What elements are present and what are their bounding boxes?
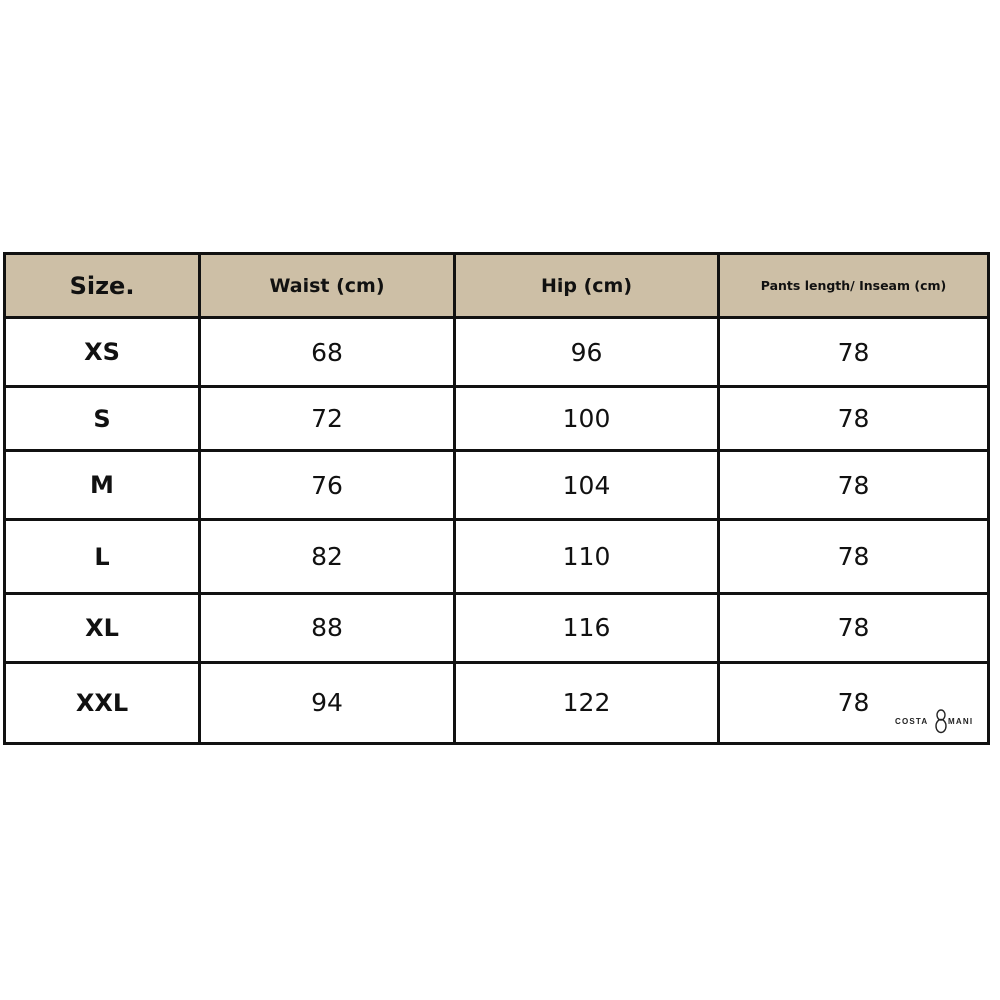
table-row: [5, 593, 989, 662]
svg-text:MANI: MANI: [948, 717, 974, 726]
cell-waist: 76: [200, 451, 455, 520]
table-row: [5, 662, 989, 743]
cell-size: XL: [5, 593, 200, 662]
table-header: [5, 254, 989, 318]
cell-waist: 68: [200, 318, 455, 387]
size-chart-table: [3, 252, 990, 745]
cell-hip: 116: [455, 593, 719, 662]
header-inseam: Pants length/ Inseam (cm): [719, 254, 989, 318]
cell-hip: 100: [455, 387, 719, 451]
brand-logo: [895, 708, 977, 736]
table-row: [5, 318, 989, 387]
cell-hip: 122: [455, 662, 719, 743]
cell-hip: 96: [455, 318, 719, 387]
cell-inseam: 78: [719, 593, 989, 662]
cell-size: XXL: [5, 662, 200, 743]
cell-hip: 110: [455, 520, 719, 593]
cell-inseam: 78: [719, 451, 989, 520]
cell-size: S: [5, 387, 200, 451]
header-row: [5, 254, 989, 318]
svg-text:COSTA: COSTA: [895, 717, 929, 726]
table-row: [5, 520, 989, 593]
cell-waist: 82: [200, 520, 455, 593]
header-waist: Waist (cm): [200, 254, 455, 318]
table-row: [5, 451, 989, 520]
cell-hip: 104: [455, 451, 719, 520]
cell-inseam: 78: [837, 688, 870, 718]
header-hip: Hip (cm): [455, 254, 719, 318]
cell-waist: 72: [200, 387, 455, 451]
header-size: Size.: [5, 254, 200, 318]
cell-waist: 88: [200, 593, 455, 662]
cell-size: M: [5, 451, 200, 520]
cell-inseam-last: [719, 662, 989, 743]
cell-inseam: 78: [719, 520, 989, 593]
brand-logo-mark: [895, 708, 977, 736]
cell-size: L: [5, 520, 200, 593]
cell-size: XS: [5, 318, 200, 387]
cell-inseam: 78: [719, 318, 989, 387]
cell-inseam: 78: [719, 387, 989, 451]
table-body: [5, 318, 989, 744]
table-row: [5, 387, 989, 451]
cell-waist: 94: [200, 662, 455, 743]
